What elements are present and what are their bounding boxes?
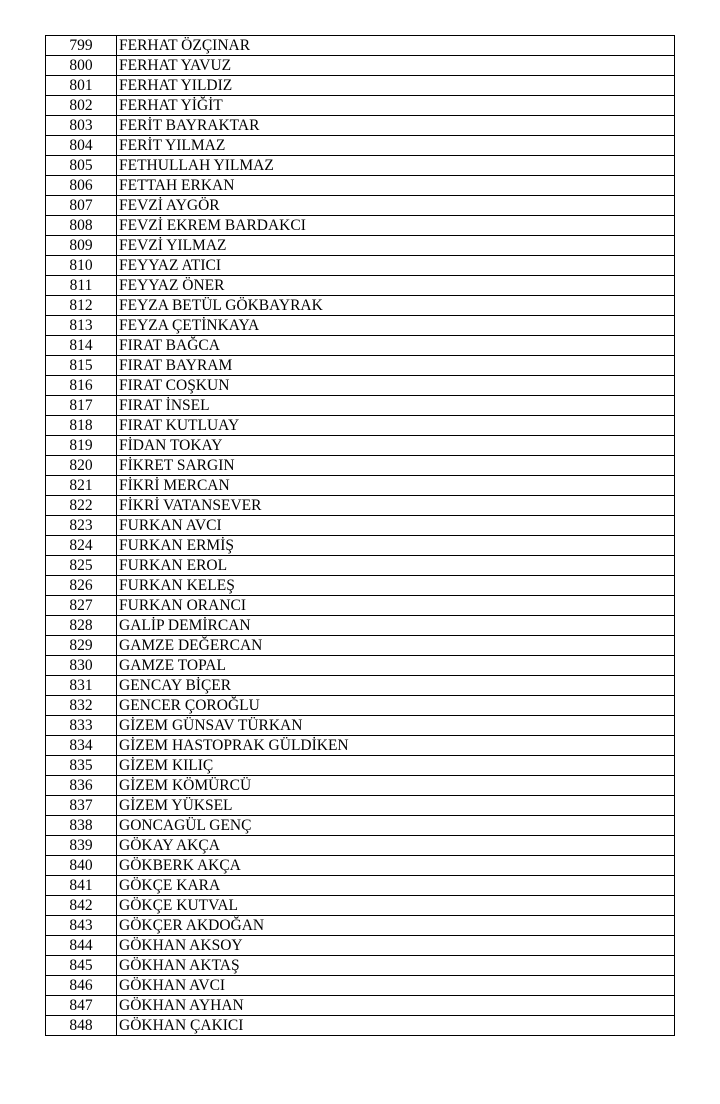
row-number: 834 xyxy=(46,736,117,756)
table-row xyxy=(46,616,675,636)
table-row xyxy=(46,456,675,476)
person-name: GONCAGÜL GENÇ xyxy=(117,816,675,836)
row-number: 843 xyxy=(46,916,117,936)
person-name: GİZEM YÜKSEL xyxy=(117,796,675,816)
person-name: FURKAN ERMİŞ xyxy=(117,536,675,556)
person-name: FERHAT YILDIZ xyxy=(117,76,675,96)
table-row xyxy=(46,836,675,856)
row-number: 819 xyxy=(46,436,117,456)
row-number: 841 xyxy=(46,876,117,896)
person-name: GÖKHAN ÇAKICI xyxy=(117,1016,675,1036)
person-name: GİZEM KILIÇ xyxy=(117,756,675,776)
row-number: 801 xyxy=(46,76,117,96)
person-name: GÖKBERK AKÇA xyxy=(117,856,675,876)
table-row xyxy=(46,776,675,796)
row-number: 833 xyxy=(46,716,117,736)
row-number: 827 xyxy=(46,596,117,616)
row-number: 824 xyxy=(46,536,117,556)
person-name: GAMZE TOPAL xyxy=(117,656,675,676)
row-number: 836 xyxy=(46,776,117,796)
person-name: FİDAN TOKAY xyxy=(117,436,675,456)
row-number: 823 xyxy=(46,516,117,536)
table-row xyxy=(46,436,675,456)
table-row xyxy=(46,96,675,116)
table-row xyxy=(46,976,675,996)
table-row xyxy=(46,896,675,916)
person-name: GİZEM KÖMÜRCÜ xyxy=(117,776,675,796)
person-name: FURKAN KELEŞ xyxy=(117,576,675,596)
table-row xyxy=(46,296,675,316)
row-number: 818 xyxy=(46,416,117,436)
table-row xyxy=(46,536,675,556)
table-row xyxy=(46,496,675,516)
table-row xyxy=(46,416,675,436)
person-name: FEYYAZ ATICI xyxy=(117,256,675,276)
table-row xyxy=(46,196,675,216)
person-name: GÖKHAN AYHAN xyxy=(117,996,675,1016)
row-number: 837 xyxy=(46,796,117,816)
person-name: FIRAT BAYRAM xyxy=(117,356,675,376)
table-row xyxy=(46,716,675,736)
person-name: FURKAN AVCI xyxy=(117,516,675,536)
table-row xyxy=(46,996,675,1016)
row-number: 817 xyxy=(46,396,117,416)
table-row xyxy=(46,376,675,396)
table-row xyxy=(46,136,675,156)
row-number: 811 xyxy=(46,276,117,296)
person-name: FEVZİ EKREM BARDAKCI xyxy=(117,216,675,236)
table-row xyxy=(46,756,675,776)
person-name: FURKAN ORANCI xyxy=(117,596,675,616)
row-number: 835 xyxy=(46,756,117,776)
person-name: FIRAT BAĞCA xyxy=(117,336,675,356)
table-row xyxy=(46,276,675,296)
person-name: FIRAT COŞKUN xyxy=(117,376,675,396)
person-name: GÖKÇE KARA xyxy=(117,876,675,896)
table-row xyxy=(46,696,675,716)
table-row xyxy=(46,256,675,276)
person-name: GİZEM HASTOPRAK GÜLDİKEN xyxy=(117,736,675,756)
person-name: FERİT YILMAZ xyxy=(117,136,675,156)
row-number: 810 xyxy=(46,256,117,276)
person-name: FERHAT YİĞİT xyxy=(117,96,675,116)
row-number: 822 xyxy=(46,496,117,516)
table-row xyxy=(46,76,675,96)
table-row xyxy=(46,176,675,196)
row-number: 813 xyxy=(46,316,117,336)
person-name: FURKAN EROL xyxy=(117,556,675,576)
table-row xyxy=(46,576,675,596)
table-row xyxy=(46,216,675,236)
table-row xyxy=(46,596,675,616)
table-row xyxy=(46,876,675,896)
row-number: 820 xyxy=(46,456,117,476)
row-number: 842 xyxy=(46,896,117,916)
name-list-table xyxy=(45,35,675,1036)
row-number: 840 xyxy=(46,856,117,876)
row-number: 829 xyxy=(46,636,117,656)
table-row xyxy=(46,676,675,696)
person-name: FEVZİ YILMAZ xyxy=(117,236,675,256)
person-name: FIRAT KUTLUAY xyxy=(117,416,675,436)
row-number: 816 xyxy=(46,376,117,396)
row-number: 815 xyxy=(46,356,117,376)
table-row xyxy=(46,636,675,656)
row-number: 846 xyxy=(46,976,117,996)
row-number: 806 xyxy=(46,176,117,196)
row-number: 800 xyxy=(46,56,117,76)
row-number: 832 xyxy=(46,696,117,716)
row-number: 805 xyxy=(46,156,117,176)
person-name: GÖKÇER AKDOĞAN xyxy=(117,916,675,936)
person-name: FEVZİ AYGÖR xyxy=(117,196,675,216)
table-row xyxy=(46,516,675,536)
table-row xyxy=(46,916,675,936)
row-number: 804 xyxy=(46,136,117,156)
row-number: 838 xyxy=(46,816,117,836)
person-name: FEYZA ÇETİNKAYA xyxy=(117,316,675,336)
row-number: 825 xyxy=(46,556,117,576)
row-number: 830 xyxy=(46,656,117,676)
person-name: FEYZA BETÜL GÖKBAYRAK xyxy=(117,296,675,316)
person-name: GÖKÇE KUTVAL xyxy=(117,896,675,916)
table-row xyxy=(46,816,675,836)
table-row xyxy=(46,236,675,256)
table-row xyxy=(46,796,675,816)
table-row xyxy=(46,956,675,976)
table-row xyxy=(46,356,675,376)
row-number: 809 xyxy=(46,236,117,256)
table-row xyxy=(46,156,675,176)
row-number: 808 xyxy=(46,216,117,236)
person-name: FIRAT İNSEL xyxy=(117,396,675,416)
table-row xyxy=(46,316,675,336)
person-name: GÖKAY AKÇA xyxy=(117,836,675,856)
row-number: 826 xyxy=(46,576,117,596)
person-name: FETTAH ERKAN xyxy=(117,176,675,196)
table-row xyxy=(46,936,675,956)
person-name: GİZEM GÜNSAV TÜRKAN xyxy=(117,716,675,736)
row-number: 812 xyxy=(46,296,117,316)
person-name: GÖKHAN AKSOY xyxy=(117,936,675,956)
table-row xyxy=(46,56,675,76)
table-row xyxy=(46,556,675,576)
row-number: 831 xyxy=(46,676,117,696)
person-name: GÖKHAN AVCI xyxy=(117,976,675,996)
person-name: GÖKHAN AKTAŞ xyxy=(117,956,675,976)
row-number: 847 xyxy=(46,996,117,1016)
row-number: 844 xyxy=(46,936,117,956)
person-name: GAMZE DEĞERCAN xyxy=(117,636,675,656)
table-row xyxy=(46,736,675,756)
person-name: FETHULLAH YILMAZ xyxy=(117,156,675,176)
person-name: FERHAT YAVUZ xyxy=(117,56,675,76)
person-name: FEYYAZ ÖNER xyxy=(117,276,675,296)
table-row xyxy=(46,656,675,676)
row-number: 802 xyxy=(46,96,117,116)
table-row xyxy=(46,336,675,356)
person-name: FİKRİ MERCAN xyxy=(117,476,675,496)
row-number: 845 xyxy=(46,956,117,976)
table-row xyxy=(46,476,675,496)
table-row xyxy=(46,856,675,876)
table-row xyxy=(46,1016,675,1036)
person-name: GENCER ÇOROĞLU xyxy=(117,696,675,716)
row-number: 839 xyxy=(46,836,117,856)
table-row xyxy=(46,36,675,56)
person-name: FİKRET SARGIN xyxy=(117,456,675,476)
person-name: GENCAY BİÇER xyxy=(117,676,675,696)
person-name: FERHAT ÖZÇINAR xyxy=(117,36,675,56)
name-list-body xyxy=(46,36,675,1036)
person-name: FERİT BAYRAKTAR xyxy=(117,116,675,136)
table-row xyxy=(46,116,675,136)
row-number: 803 xyxy=(46,116,117,136)
row-number: 814 xyxy=(46,336,117,356)
row-number: 807 xyxy=(46,196,117,216)
person-name: GALİP DEMİRCAN xyxy=(117,616,675,636)
person-name: FİKRİ VATANSEVER xyxy=(117,496,675,516)
row-number: 848 xyxy=(46,1016,117,1036)
row-number: 828 xyxy=(46,616,117,636)
row-number: 821 xyxy=(46,476,117,496)
table-row xyxy=(46,396,675,416)
row-number: 799 xyxy=(46,36,117,56)
